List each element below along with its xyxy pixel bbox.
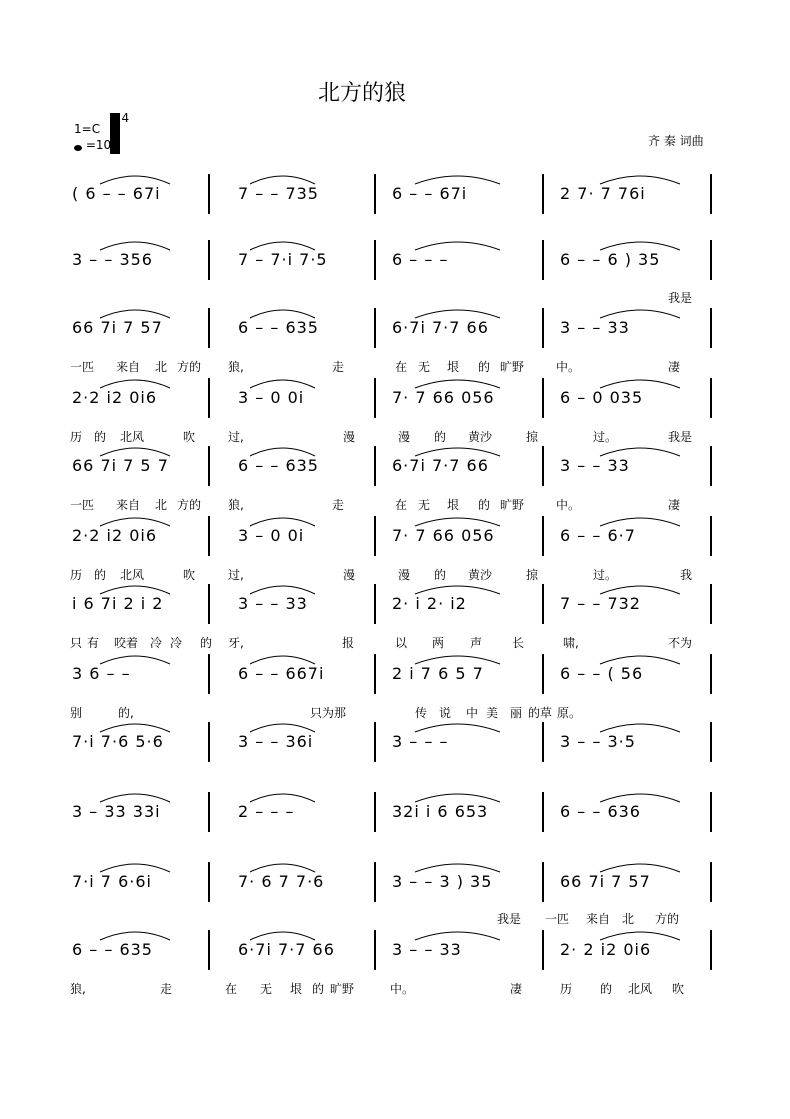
lyric-word: 黄沙 [468, 430, 493, 444]
song-title: 北方的狼 [318, 81, 407, 106]
lyric-word: 凄 [668, 360, 681, 374]
measure [392, 174, 467, 214]
barline [374, 240, 376, 280]
measure-notes: 2 i 7 6 5 7 [392, 664, 484, 683]
measure [560, 722, 636, 762]
lyric-line [60, 980, 730, 1000]
measure-notes: 2·2 i2 0i6 [72, 388, 158, 407]
lyric-word: 方的 [177, 360, 202, 374]
lyric-word: 垠 [290, 982, 303, 996]
measure [238, 584, 308, 624]
score-row [60, 378, 730, 418]
lyric-word: 中 [466, 706, 479, 720]
lyric-word: 冷 [170, 636, 183, 650]
lyric-word: 别 [70, 706, 83, 720]
lyric-word: 我 [680, 568, 693, 582]
measure-notes: 7· 7 66 056 [392, 526, 495, 545]
measure [238, 654, 324, 694]
measure [72, 930, 153, 970]
measure-notes: 66 7i 7 5 7 [72, 456, 169, 475]
score-row [60, 862, 730, 902]
measure-notes: 6·7i 7·7 66 [238, 940, 335, 959]
lyric-word: 漫 [343, 430, 356, 444]
lyric-word: 传 [415, 706, 428, 720]
measure [560, 174, 646, 214]
barline [710, 862, 712, 902]
barline [542, 722, 544, 762]
barline [208, 654, 210, 694]
measure-notes: 6 – 0 035 [560, 388, 644, 407]
lyric-word: 的 [600, 982, 613, 996]
measure-notes: 66 7i 7 57 [560, 872, 651, 891]
measure [560, 930, 651, 970]
measure-notes: 6 – – 6 ) 35 [560, 250, 661, 269]
lyric-line [60, 566, 730, 586]
measure [72, 240, 153, 280]
barline [710, 516, 712, 556]
score-row [60, 446, 730, 486]
lyric-word: 吹 [672, 982, 685, 996]
barline [542, 308, 544, 348]
barline [208, 930, 210, 970]
barline [208, 174, 210, 214]
lyric-word: 咬着 [114, 636, 139, 650]
barline [710, 174, 712, 214]
measure-notes: 3 – – 33 [392, 940, 462, 959]
barline [542, 584, 544, 624]
lyric-word: 黄沙 [468, 568, 493, 582]
measure-notes: 7· 6 7 7·6 [238, 872, 325, 891]
measure [238, 446, 319, 486]
barline [374, 654, 376, 694]
lyric-line [60, 704, 730, 724]
tempo-marking [74, 138, 119, 152]
measure [392, 930, 462, 970]
measure [392, 378, 495, 418]
measure-notes: 3 – 33 33i [72, 802, 161, 821]
lyric-word: 只为那 [310, 706, 347, 720]
lyric-word: 我是 [668, 430, 693, 444]
barline [542, 378, 544, 418]
lyric-word: 我是 [668, 291, 693, 305]
barline [208, 722, 210, 762]
measure-notes: 66 7i 7 57 [72, 318, 163, 337]
lyric-word: 狼, [228, 498, 244, 512]
measure [238, 516, 304, 556]
measure-notes: 6 – – ( 56 [560, 664, 644, 683]
measure [560, 584, 641, 624]
measure [560, 654, 643, 694]
measure [72, 654, 131, 694]
barline [208, 378, 210, 418]
measure-notes: 7 – – 735 [238, 184, 319, 203]
lyric-word: 的 [478, 360, 491, 374]
measure-notes: 2 – – – [238, 802, 295, 821]
barline [208, 516, 210, 556]
barline [710, 930, 712, 970]
measure [560, 446, 630, 486]
barline [710, 654, 712, 694]
lyric-word: 垠 [447, 360, 460, 374]
measure-notes: 6·7i 7·7 66 [392, 456, 489, 475]
measure [72, 378, 157, 418]
barline [374, 862, 376, 902]
barline [374, 516, 376, 556]
lyric-word: 的草 [528, 706, 553, 720]
barline [542, 654, 544, 694]
lyric-word: 的, [118, 706, 134, 720]
lyric-word: 漫 [343, 568, 356, 582]
lyric-word: 来自 [586, 912, 611, 926]
barline [208, 308, 210, 348]
lyric-word: 说 [439, 706, 452, 720]
lyric-word: 一匹 [70, 498, 95, 512]
lyric-line [60, 634, 730, 654]
barline [542, 446, 544, 486]
measure [238, 174, 319, 214]
barline [374, 446, 376, 486]
lyric-word: 历 [70, 430, 83, 444]
lyric-word: 旷野 [500, 498, 525, 512]
lyric-word: 吹 [183, 568, 196, 582]
measure [72, 516, 157, 556]
lyric-word: 方的 [655, 912, 680, 926]
lyric-line [60, 496, 730, 516]
lyric-word: 在 [225, 982, 238, 996]
lyric-word: 美 [486, 706, 499, 720]
lyric-word: 过。 [593, 568, 618, 582]
measure [560, 308, 630, 348]
measure [392, 446, 489, 486]
measure-notes: 6 – – 6·7 [560, 526, 636, 545]
measure [72, 862, 152, 902]
lyric-line [60, 428, 730, 448]
barline [542, 516, 544, 556]
lyric-word: 走 [332, 360, 345, 374]
barline [208, 446, 210, 486]
lyric-word: 有 [87, 636, 100, 650]
lyric-word: 无 [260, 982, 273, 996]
measure [238, 240, 328, 280]
measure [238, 378, 304, 418]
tempo-value: =100 [85, 138, 119, 152]
measure-notes: 3 – – 36i [238, 732, 314, 751]
measure [560, 240, 660, 280]
measure [238, 930, 335, 970]
measure-notes: 3 – – 33 [560, 456, 630, 475]
measure [392, 240, 448, 280]
lyric-word: 的 [434, 568, 447, 582]
measure-notes: 3 – – 33 [238, 594, 308, 613]
measure-notes: 3 – 0 0i [238, 526, 305, 545]
measure-notes: 3 – – 356 [72, 250, 153, 269]
lyric-word: 丽 [510, 706, 523, 720]
lyric-word: 在 [395, 498, 408, 512]
measure-notes: 32i i 6 653 [392, 802, 489, 821]
measure-notes: 3 – – 33 [560, 318, 630, 337]
lyric-word: 牙, [228, 636, 244, 650]
measure-notes: ( 6 – – 67i [72, 184, 161, 203]
lyric-word: 狼, [70, 982, 86, 996]
measure [238, 862, 324, 902]
barline [208, 240, 210, 280]
lyric-word: 垠 [447, 498, 460, 512]
score-row [60, 584, 730, 624]
measure [560, 516, 636, 556]
lyric-word: 中。 [390, 982, 415, 996]
measure-notes: 2·2 i2 0i6 [72, 526, 158, 545]
time-signature [110, 112, 129, 124]
measure [72, 308, 163, 348]
barline [542, 792, 544, 832]
lyric-word: 无 [418, 360, 431, 374]
measure-notes: 3 – 0 0i [238, 388, 305, 407]
score-row [60, 792, 730, 832]
lyric-word: 报 [342, 636, 355, 650]
measure-notes: 6 – – 667i [238, 664, 325, 683]
lyric-word: 不为 [668, 636, 693, 650]
lyric-line [60, 358, 730, 378]
barline [374, 930, 376, 970]
measure [238, 722, 313, 762]
lyric-word: 我是 [497, 912, 522, 926]
lyric-word: 过, [228, 568, 244, 582]
lyric-word: 北 [155, 360, 168, 374]
lyric-word: 掠 [526, 568, 539, 582]
lyric-word: 来自 [116, 360, 141, 374]
lyric-word: 旷野 [500, 360, 525, 374]
measure-notes: 3 – – – [392, 732, 449, 751]
score-row [60, 516, 730, 556]
lyric-word: 方的 [177, 498, 202, 512]
barline [710, 308, 712, 348]
measure-notes: 7 – – 732 [560, 594, 641, 613]
lyric-word: 北风 [120, 430, 145, 444]
lyric-word: 原。 [557, 706, 582, 720]
measure-notes: 7· 7 66 056 [392, 388, 495, 407]
measure [392, 722, 448, 762]
barline [542, 930, 544, 970]
lyric-word: 历 [560, 982, 573, 996]
lyric-word: 狼, [228, 360, 244, 374]
lyric-word: 的 [434, 430, 447, 444]
lyric-word: 旷野 [330, 982, 355, 996]
lyric-word: 凄 [668, 498, 681, 512]
barline [374, 722, 376, 762]
key-signature: 1=C [74, 122, 101, 136]
measure-notes: 3 6 – – [72, 664, 131, 683]
measure-notes: i 6 7i 2 i 2 [72, 594, 164, 613]
lyric-word: 两 [432, 636, 445, 650]
lyric-word: 以 [395, 636, 408, 650]
lyric-word: 漫 [398, 568, 411, 582]
lyric-word: 的 [478, 498, 491, 512]
lyric-word: 过, [228, 430, 244, 444]
lyric-word: 啸, [563, 636, 579, 650]
measure-notes: 6 – – – [392, 250, 449, 269]
lyric-word: 凄 [510, 982, 523, 996]
measure-notes: 7·i 7·6 5·6 [72, 732, 164, 751]
lyric-word: 中。 [556, 360, 581, 374]
lyric-word: 掠 [526, 430, 539, 444]
score-row [60, 308, 730, 348]
lyric-word: 走 [332, 498, 345, 512]
measure [72, 722, 164, 762]
lyric-word: 的 [94, 568, 107, 582]
score-row [60, 174, 730, 214]
measure [392, 654, 484, 694]
measure [238, 308, 319, 348]
lyric-word: 漫 [398, 430, 411, 444]
lyric-word: 无 [418, 498, 431, 512]
measure-notes: 3 – – 3 ) 35 [392, 872, 493, 891]
measure [72, 174, 161, 214]
lyric-word: 的 [94, 430, 107, 444]
measure [560, 792, 641, 832]
measure-notes: 6·7i 7·7 66 [392, 318, 489, 337]
barline [542, 240, 544, 280]
measure-notes: 7 – 7·i 7·5 [238, 250, 328, 269]
barline [710, 792, 712, 832]
lyric-word: 北风 [120, 568, 145, 582]
measure [72, 584, 163, 624]
score-row [60, 654, 730, 694]
lyric-word: 北 [155, 498, 168, 512]
measure-notes: 6 – – 635 [238, 318, 319, 337]
measure-notes: 2 7· 7 76i [560, 184, 646, 203]
score-row [60, 930, 730, 970]
lyric-word: 冷 [150, 636, 163, 650]
measure [560, 862, 651, 902]
lyric-line [60, 289, 730, 309]
barline [710, 240, 712, 280]
barline [208, 584, 210, 624]
composer-credit: 齐 秦 词曲 [648, 134, 704, 148]
measure [392, 792, 488, 832]
barline [710, 446, 712, 486]
barline [374, 308, 376, 348]
barline [374, 174, 376, 214]
measure-notes: 2· i 2· i2 [392, 594, 467, 613]
measure [72, 792, 161, 832]
lyric-word: 走 [160, 982, 173, 996]
lyric-word: 只 [70, 636, 83, 650]
measure [560, 378, 643, 418]
lyric-word: 历 [70, 568, 83, 582]
lyric-word: 一匹 [70, 360, 95, 374]
measure [392, 516, 495, 556]
measure-notes: 7·i 7 6·6i [72, 872, 152, 891]
measure [392, 584, 467, 624]
measure-notes: 6 – – 635 [238, 456, 319, 475]
barline [542, 862, 544, 902]
barline [208, 792, 210, 832]
barline [208, 862, 210, 902]
measure-notes: 3 – – 3·5 [560, 732, 636, 751]
lyric-word: 过。 [593, 430, 618, 444]
quarter-note-icon [74, 145, 82, 151]
measure-notes: 6 – – 635 [72, 940, 153, 959]
lyric-word: 在 [395, 360, 408, 374]
measure [238, 792, 294, 832]
measure [72, 446, 169, 486]
lyric-word: 长 [512, 636, 525, 650]
barline [710, 378, 712, 418]
lyric-word: 声 [470, 636, 483, 650]
lyric-word: 北风 [628, 982, 653, 996]
lyric-word: 中。 [556, 498, 581, 512]
measure-notes: 6 – – 67i [392, 184, 468, 203]
lyric-line [60, 910, 730, 930]
barline [710, 722, 712, 762]
lyric-word: 来自 [116, 498, 141, 512]
barline [542, 174, 544, 214]
measure [392, 862, 492, 902]
measure [392, 308, 489, 348]
score-row [60, 240, 730, 280]
barline [374, 584, 376, 624]
lyric-word: 的 [200, 636, 213, 650]
barline [374, 378, 376, 418]
barline [710, 584, 712, 624]
measure-notes: 6 – – 636 [560, 802, 641, 821]
time-signature-bottom: 4 [121, 111, 130, 125]
barline [374, 792, 376, 832]
lyric-word: 北 [622, 912, 635, 926]
lyric-word: 的 [312, 982, 325, 996]
measure-notes: 2· 2 i2 0i6 [560, 940, 652, 959]
lyric-word: 一匹 [545, 912, 570, 926]
lyric-word: 吹 [183, 430, 196, 444]
score-row [60, 722, 730, 762]
